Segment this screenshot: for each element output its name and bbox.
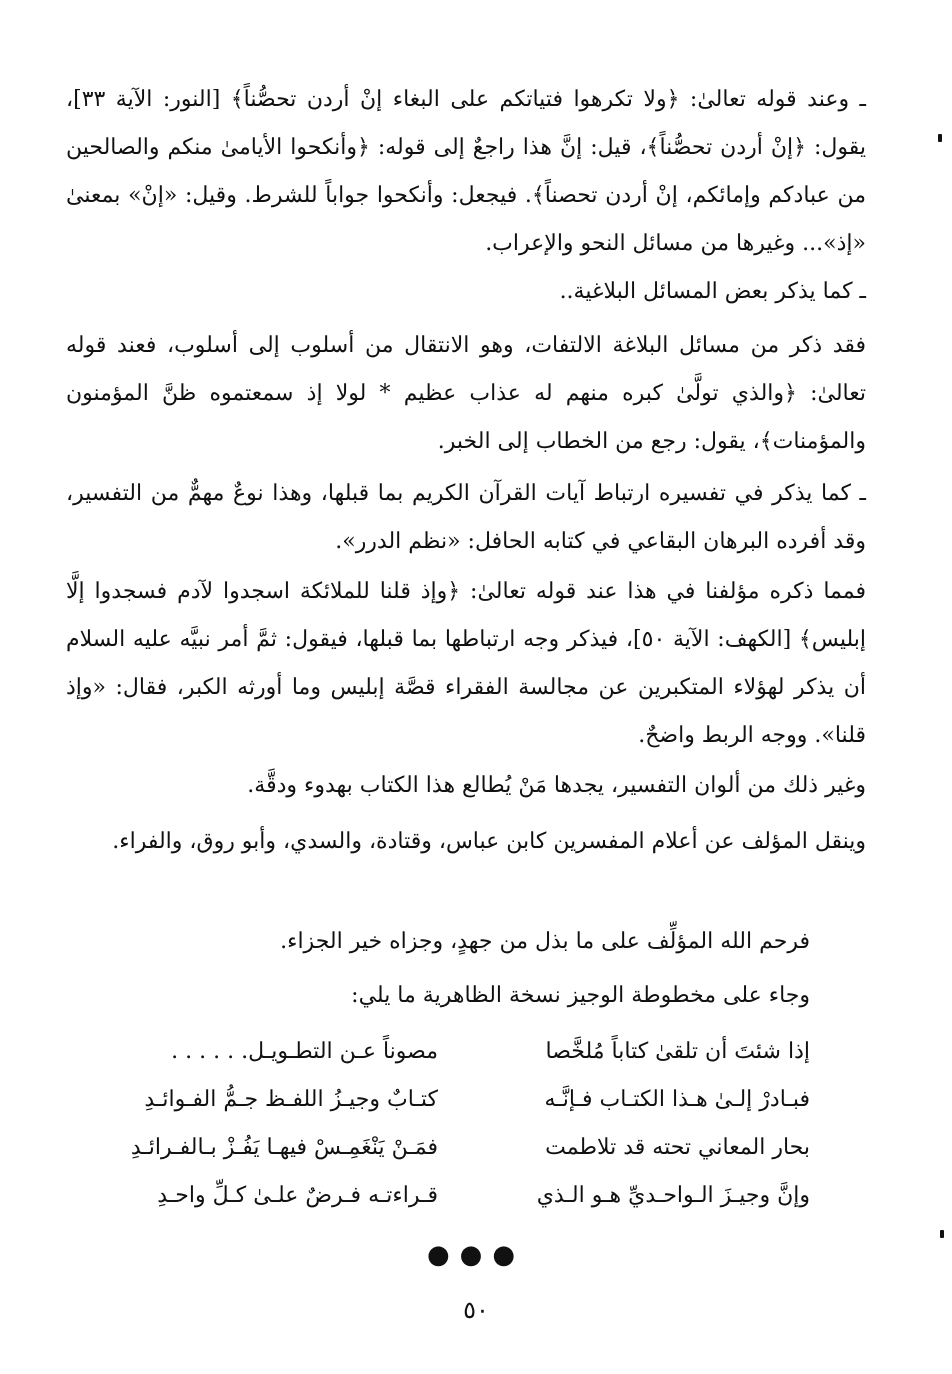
verse-first-hemistich: فبـادرْ إلـىٰ هـذا الكتـاب فـإنَّـه	[544, 1087, 810, 1112]
paragraph-prayer: فرحم الله المؤلِّف على ما بذل من جهدٍ، وجزاه خير الجزاء.	[280, 929, 810, 954]
scan-edge-mark	[940, 1230, 944, 1238]
paragraph-kahf-example: فمما ذكره مؤلفنا في هذا عند قوله تعالىٰ: ﴿وإذ قلنا للملائكة اسجدوا لآدم فسجدوا إلَّا إبليس﴾ [الكهف: الآية ٥٠]، فيذكر وجه ارتباطها بما قبلها، فيقول: ثمَّ أمر نبيَّه عليه السلام أن يذكر لهؤلاء المتكبرين عن مجالسة الفقراء قصَّة إبليس وما أورثه الكبر، فقال: «وإذ قلنا». ووجه الربط واضحٌ.	[66, 579, 867, 748]
verse-second-hemistich: كتـابٌ وجيـزُ اللفـظ جـمُّ الفـوائـدِ	[144, 1087, 438, 1112]
verse-first-hemistich: إذا شئتَ أن تلقىٰ كتاباً مُلخَّصا	[545, 1039, 810, 1064]
page-number: ٥٠	[463, 1296, 489, 1324]
section-separator: ●●●	[426, 1240, 526, 1270]
paragraph-manuscript-note: وجاء على مخطوطة الوجيز نسخة الظاهرية ما يلي:	[351, 983, 810, 1008]
verse-second-hemistich: فمَـنْ يَنْغَمِـسْ فيهـا يَفُـزْ بـالفـرائـدِ	[130, 1135, 438, 1160]
verse-second-hemistich: قـراءتـه فـرضٌ علـىٰ كـلِّ واحـدِ	[157, 1183, 438, 1208]
paragraph-verse-connection: ـ كما يذكر في تفسيره ارتباط آيات القرآن الكريم بما قبلها، وهذا نوعٌ مهمٌّ من التفسير، وقد أفرده البرهان البقاعي في كتابه الحافل: «نظم الدرر».	[66, 481, 866, 554]
verse-row	[120, 1124, 810, 1172]
paragraph-other-colors: وغير ذلك من ألوان التفسير، يجدها مَنْ يُطالع هذا الكتاب بهدوء ودقَّة.	[247, 773, 866, 798]
paragraph-rhetoric-intro: ـ كما يذكر بعض المسائل البلاغية..	[559, 279, 866, 304]
verse-second-hemistich: مصوناً عـن التطـويـل. . . . . .	[171, 1039, 438, 1064]
verse-row	[120, 1076, 810, 1124]
paragraph-iltifat-example: فقد ذكر من مسائل البلاغة الالتفات، وهو الانتقال من أسلوب إلى أسلوب، فعند قوله تعالىٰ: ﴿والذي تولَّىٰ كبره منهم له عذاب عظيم * لولا إذ سمعتموه ظنَّ المؤمنون والمؤمنات﴾، يقول: رجع من الخطاب إلى الخبر.	[66, 333, 866, 454]
paragraph-grammar-example: ـ وعند قوله تعالىٰ: ﴿ولا تكرهوا فتياتكم على البغاء إنْ أردن تحصُّناً﴾ [النور: الآية ٣٣]، يقول: ﴿إنْ أردن تحصُّناً﴾، قيل: إنَّ هذا راجعٌ إلى قوله: ﴿وأنكحوا الأيامىٰ منكم والصالحين من عبادكم وإمائكم، إنْ أردن تحصناً﴾. فيجعل: وأنكحوا جواباً للشرط. وقيل: «إنْ» بمعنىٰ «إذ»... وغيرها من مسائل النحو والإعراب.	[66, 87, 866, 256]
paragraph-sources: وينقل المؤلف عن أعلام المفسرين كابن عباس، وقتادة، والسدي، وأبو روق، والفراء.	[112, 829, 866, 854]
verse-first-hemistich: بحار المعاني تحته قد تلاطمت	[545, 1135, 810, 1160]
verse-first-hemistich: وإنَّ وجيـزَ الـواحـديِّ هـو الـذي	[536, 1183, 810, 1208]
verse-row	[120, 1172, 810, 1220]
verse-row	[120, 1028, 810, 1076]
scan-edge-mark	[938, 134, 942, 142]
